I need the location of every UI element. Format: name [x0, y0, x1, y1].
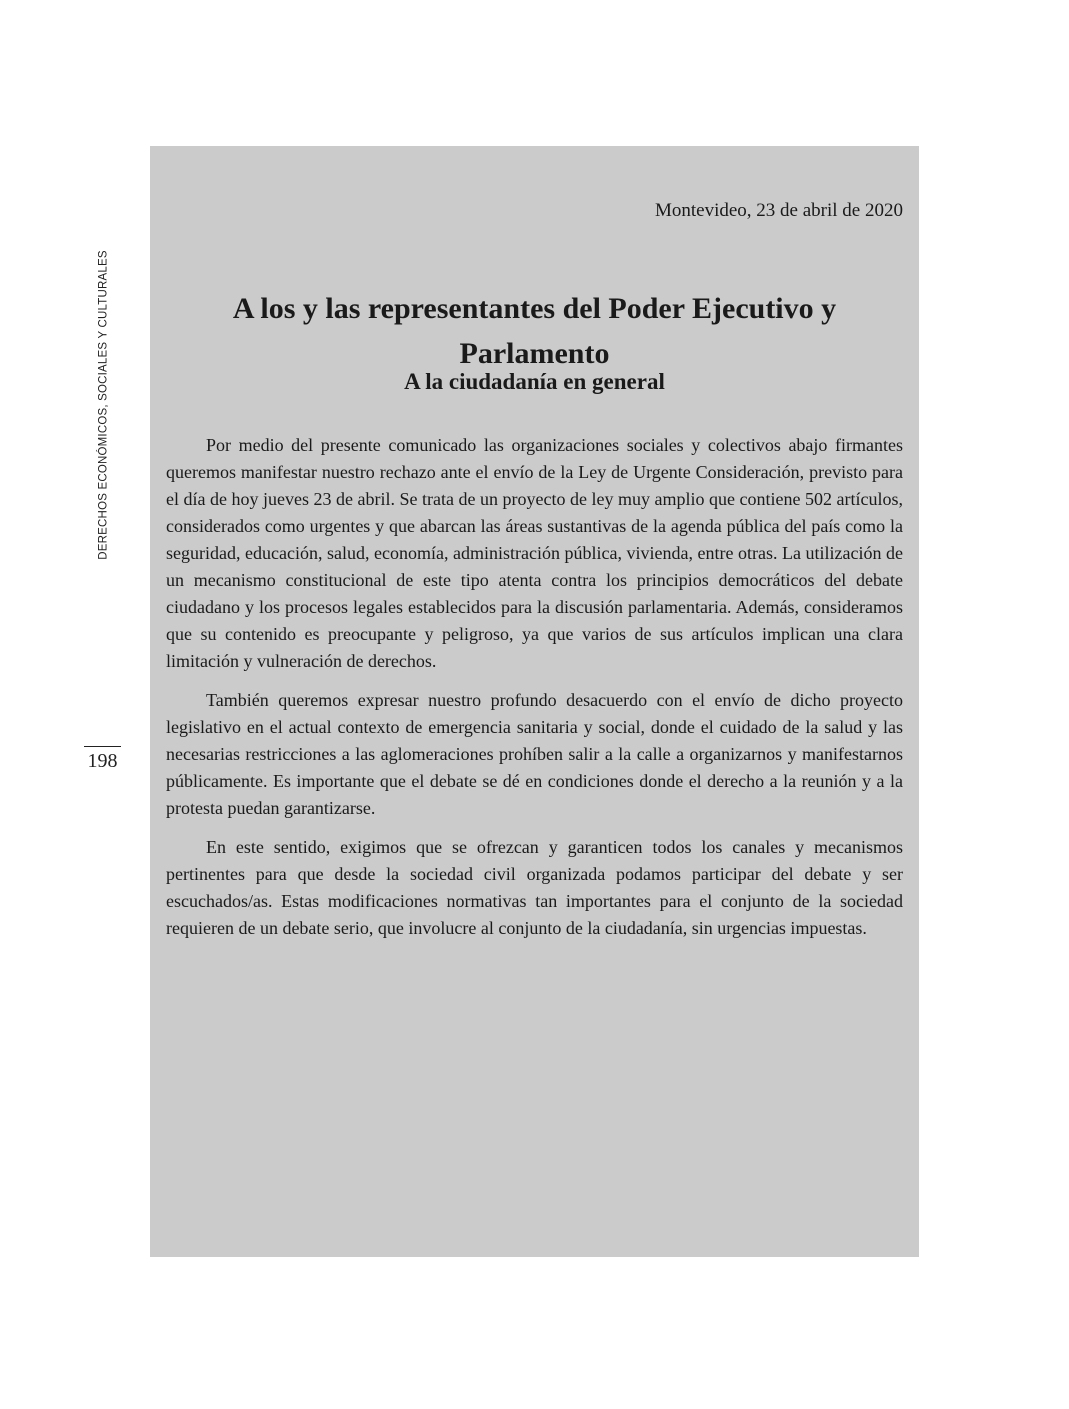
body-paragraph: Por medio del presente comunicado las organizaciones sociales y colectivos abajo firmantes queremos manifestar nuestro rechazo ante el envío de la Ley de Urgente Consideración, previsto para el día de hoy jueves 23 de abril. Se trata de un proyecto de ley muy amplio que contiene 502 artículos, considerados como urgentes y que abarcan las áreas sustantivas de la agenda pública del país como la seguridad, educación, salud, economía, administración pública, vivienda, entre otras. La utilización de un mecanismo constitucional de este tipo atenta contra los principios democráticos del debate ciudadano y los procesos legales establecidos para la discusión parlamentaria. Además, consideramos que su contenido es preocupante y peligroso, ya que varios de sus artículos implican una clara limitación y vulneración de derechos.: [166, 435, 903, 671]
body-paragraph: En este sentido, exigimos que se ofrezcan y garanticen todos los canales y mecanismos pertinentes para que desde la sociedad civil organizada podamos participar del debate y ser escuchados/as. Estas modificaciones normativas tan importantes para el conjunto de la sociedad requieren de un debate serio, que involucre al conjunto de la ciudadanía, sin urgencias impuestas.: [166, 837, 903, 938]
letter-subtitle: A la ciudadanía en general: [404, 369, 665, 394]
letter-panel: [150, 146, 919, 1257]
running-head-text: DERECHOS ECONÓMICOS, SOCIALES Y CULTURALES: [98, 250, 111, 560]
letter-body: [166, 432, 903, 954]
body-paragraph: También queremos expresar nuestro profundo desacuerdo con el envío de dicho proyecto legislativo en el actual contexto de emergencia sanitaria y social, donde el cuidado de la salud y las necesarias restricciones a las aglomeraciones prohíben salir a la calle a organizarnos y manifestarnos públicamente. Es importante que el debate se dé en condiciones donde el derecho a la reunión y a la protesta puedan garantizarse.: [166, 690, 903, 818]
page-number: 198: [87, 750, 118, 772]
letter-dateline: Montevideo, 23 de abril de 2020: [654, 200, 903, 221]
letter-title: A los y las representantes del Poder Ejecutivo y Parlamento: [232, 292, 837, 370]
running-head: [94, 246, 114, 564]
page-number-rule: [84, 746, 121, 747]
